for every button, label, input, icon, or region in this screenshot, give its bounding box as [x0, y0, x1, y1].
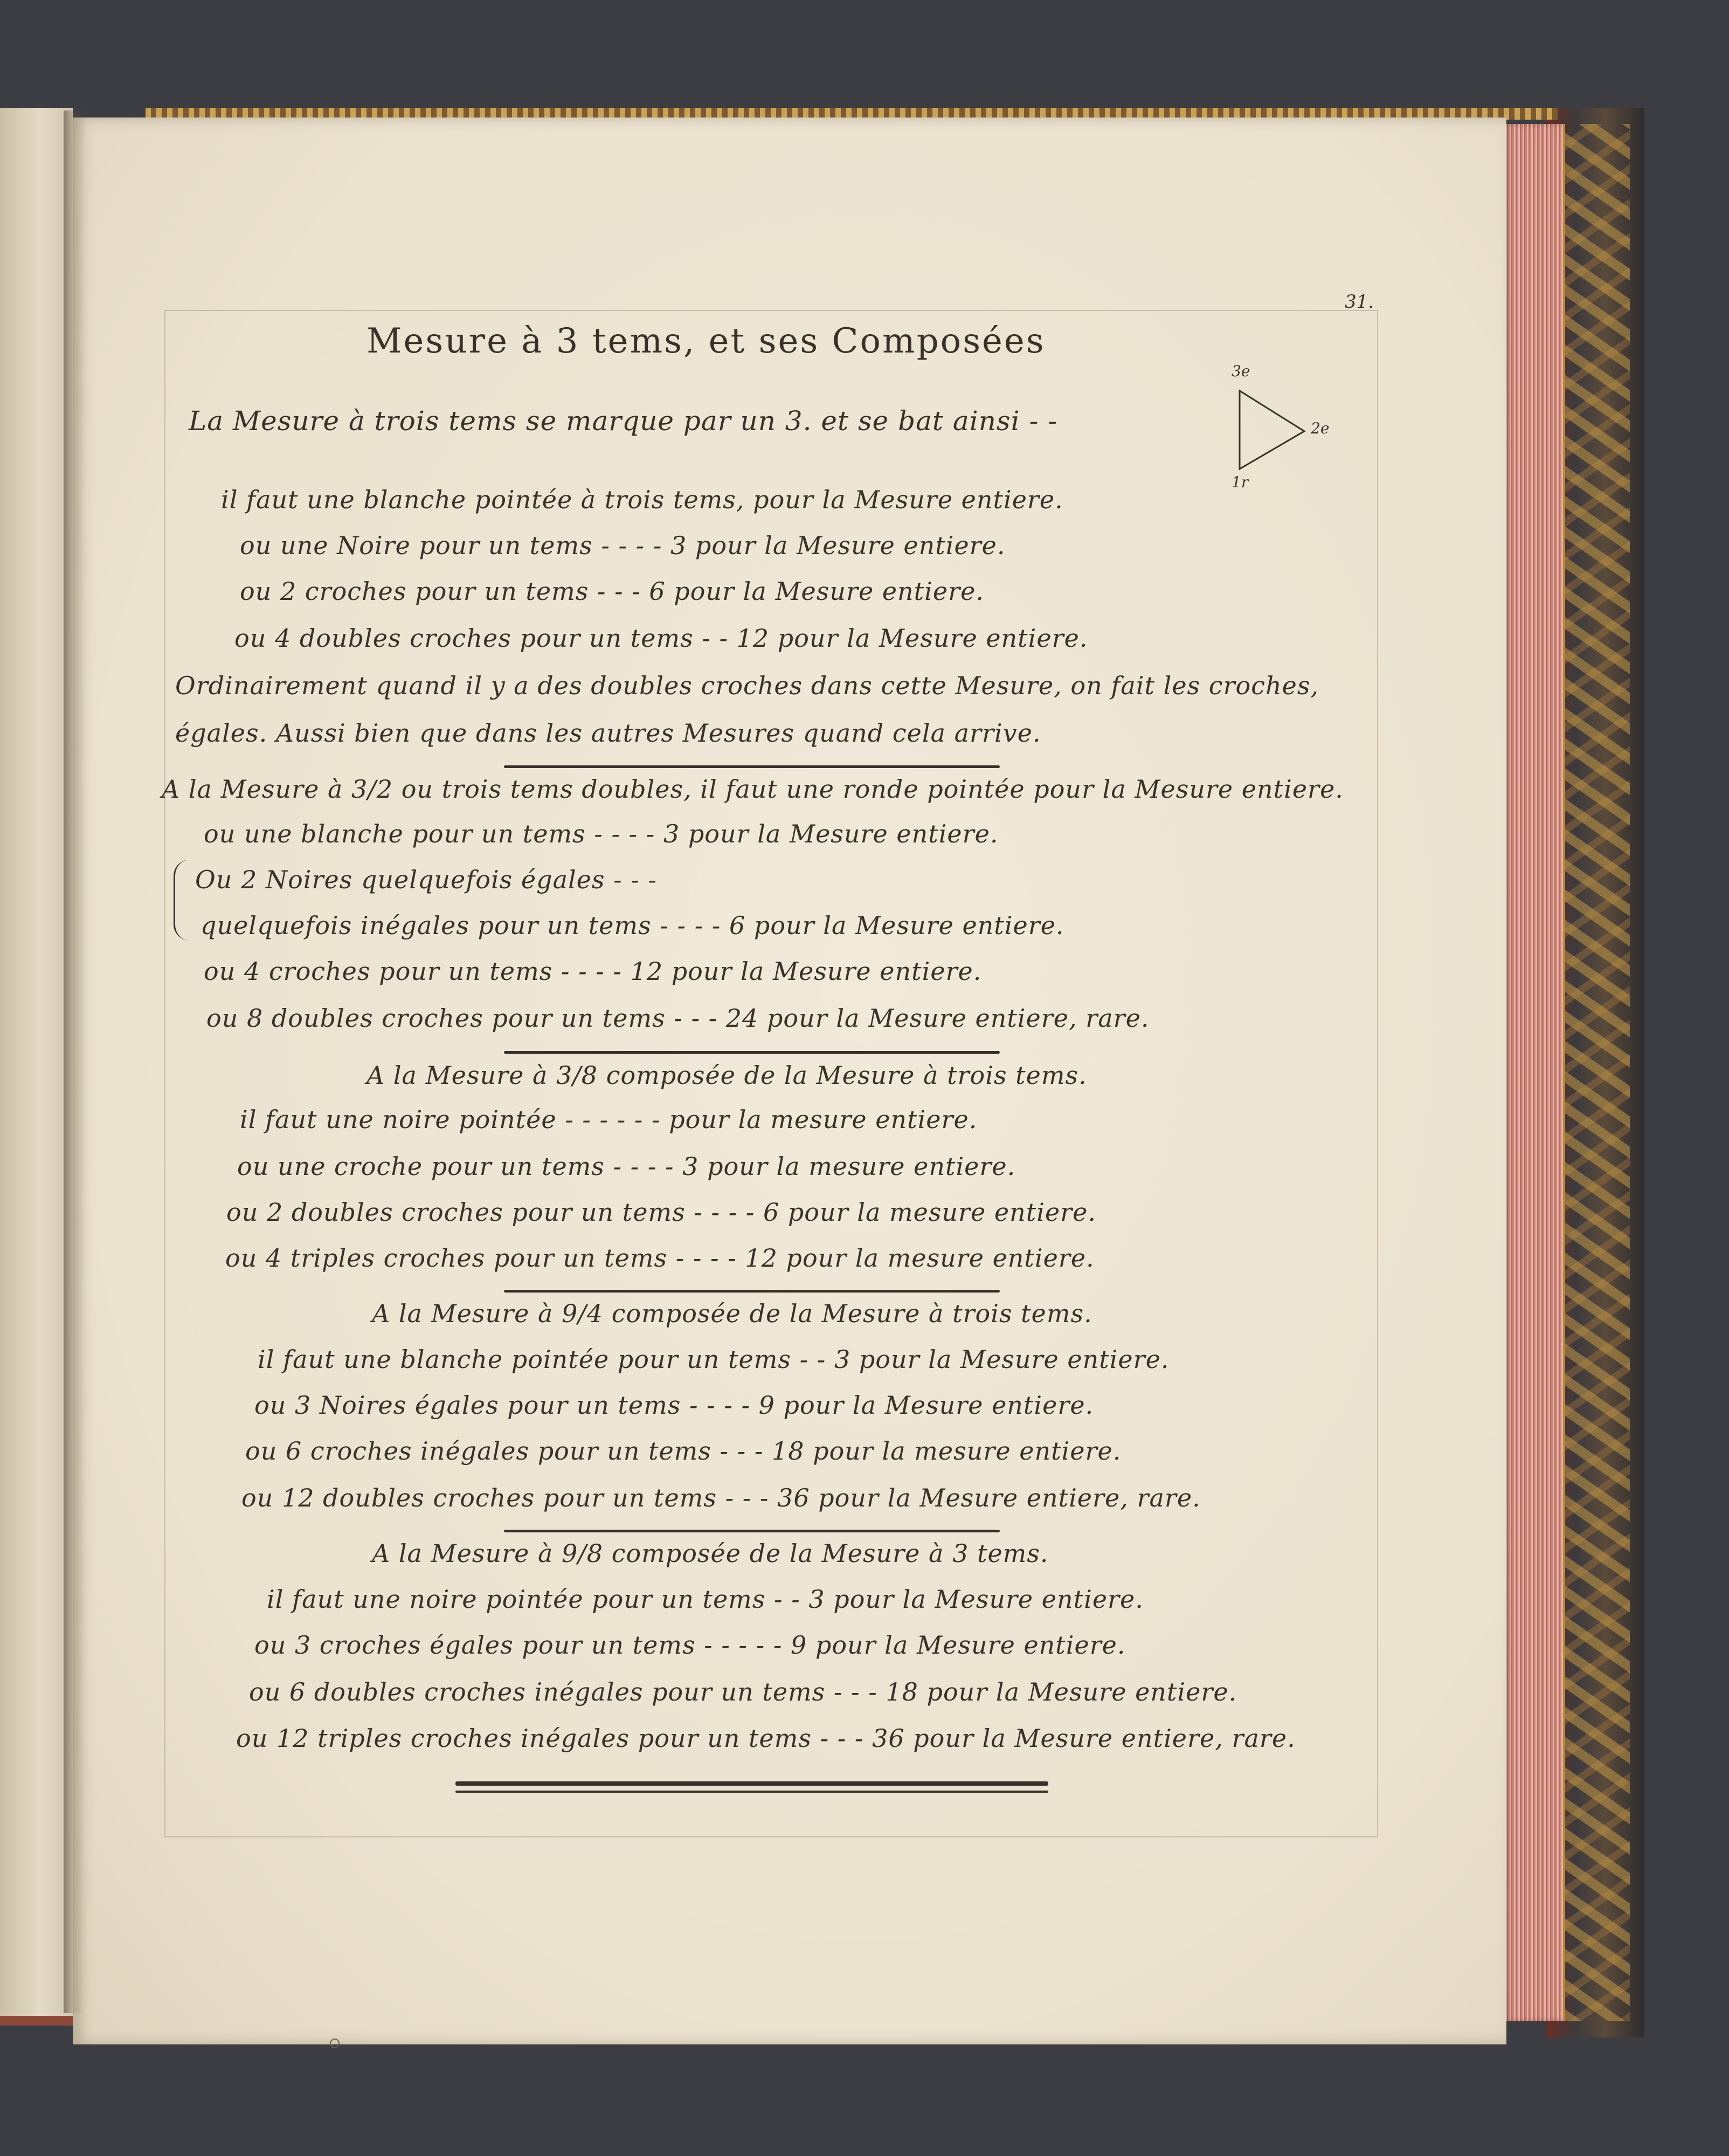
section-divider-3: [504, 1290, 1000, 1293]
left-facing-page: [0, 108, 73, 2026]
closing-rule-thick: [455, 1781, 1048, 1786]
section-9-8-heading: A la Mesure à 9/8 composée de la Mesure à 3 tems.: [372, 1539, 1049, 1568]
section-3-2-line-3: quelquefois inégales pour un tems - - - - 6 pour la Mesure entiere.: [200, 911, 1064, 940]
beat-label-right: 2e: [1311, 419, 1330, 437]
section-9-8-line-4: ou 12 triples croches inégales pour un tems - - - 36 pour la Mesure entiere, rare.: [236, 1724, 1296, 1753]
section-9-4-line-2: ou 3 Noires égales pour un tems - - - - 9 pour la Mesure entiere.: [254, 1391, 1094, 1420]
section-3-2-line-1: ou une blanche pour un tems - - - - 3 pour la Mesure entiere.: [204, 819, 999, 848]
section-3-line-3: ou 2 croches pour un tems - - - 6 pour la Mesure entiere.: [240, 577, 984, 606]
beat-label-top: 3e: [1232, 362, 1250, 380]
section-9-4-heading: A la Mesure à 9/4 composée de la Mesure à trois tems.: [372, 1299, 1092, 1328]
section-3-note-1: Ordinairement quand il y a des doubles croches dans cette Mesure, on fait les croches,: [175, 671, 1319, 700]
section-3-8-line-4: ou 4 triples croches pour un tems - - - - 12 pour la mesure entiere.: [225, 1243, 1095, 1273]
section-3-8-line-2: ou une croche pour un tems - - - - 3 pour la mesure entiere.: [237, 1152, 1016, 1181]
page-title: Mesure à 3 tems, et ses Composées: [366, 321, 1046, 361]
section-9-8-line-3: ou 6 doubles croches inégales pour un tems - - - 18 pour la Mesure entiere.: [249, 1677, 1237, 1706]
beat-triangle: [1240, 391, 1304, 469]
closing-rule-thin: [455, 1791, 1048, 1793]
section-3-note-2: égales. Aussi bien que dans les autres Mesures quand cela arrive.: [175, 718, 1041, 748]
page-spot: [330, 2038, 340, 2048]
gilt-binding-ornament: [1563, 124, 1630, 2021]
section-3-8-line-3: ou 2 doubles croches pour un tems - - - - 6 pour la mesure entiere.: [226, 1198, 1096, 1227]
section-9-8-line-1: il faut une noire pointée pour un tems - - 3 pour la Mesure entiere.: [267, 1585, 1144, 1614]
section-3-line-2: ou une Noire pour un tems - - - - 3 pour la Mesure entiere.: [240, 531, 1006, 560]
page-gutter-shadow: [64, 110, 85, 2013]
section-3-2-line-2: Ou 2 Noires quelquefois égales - - -: [195, 865, 658, 894]
section-9-4-line-3: ou 6 croches inégales pour un tems - - - 18 pour la mesure entiere.: [245, 1436, 1122, 1466]
section-divider-4: [504, 1530, 1000, 1532]
section-3-2-line-5: ou 8 doubles croches pour un tems - - - 24 pour la Mesure entiere, rare.: [206, 1004, 1150, 1033]
red-page-edges: [1504, 124, 1563, 2021]
intro-line: La Mesure à trois tems se marque par un 3. et se bat ainsi - -: [189, 405, 1058, 437]
section-9-4-line-4: ou 12 doubles croches pour un tems - - - 36 pour la Mesure entiere, rare.: [241, 1483, 1201, 1512]
beat-label-bottom: 1r: [1232, 473, 1249, 491]
section-3-2-heading: A la Mesure à 3/2 ou trois tems doubles, il faut une ronde pointée pour la Mesure entiere.: [162, 775, 1344, 804]
curly-brace: [174, 860, 191, 941]
section-9-8-line-2: ou 3 croches égales pour un tems - - - - - 9 pour la Mesure entiere.: [254, 1630, 1126, 1660]
section-9-4-line-1: il faut une blanche pointée pour un tems - - 3 pour la Mesure entiere.: [258, 1345, 1170, 1374]
section-3-8-line-1: il faut une noire pointée - - - - - - pour la mesure entiere.: [240, 1105, 978, 1134]
section-3-line-4: ou 4 doubles croches pour un tems - - 12 pour la Mesure entiere.: [234, 624, 1088, 653]
section-divider-1: [504, 765, 1000, 768]
page-number: 31.: [1345, 291, 1374, 313]
section-3-line-1: il faut une blanche pointée à trois tems, pour la Mesure entiere.: [221, 485, 1063, 514]
section-divider-2: [504, 1051, 1000, 1054]
section-3-8-heading: A la Mesure à 3/8 composée de la Mesure à trois tems.: [366, 1061, 1087, 1090]
section-3-2-line-4: ou 4 croches pour un tems - - - - 12 pour la Mesure entiere.: [204, 957, 982, 986]
